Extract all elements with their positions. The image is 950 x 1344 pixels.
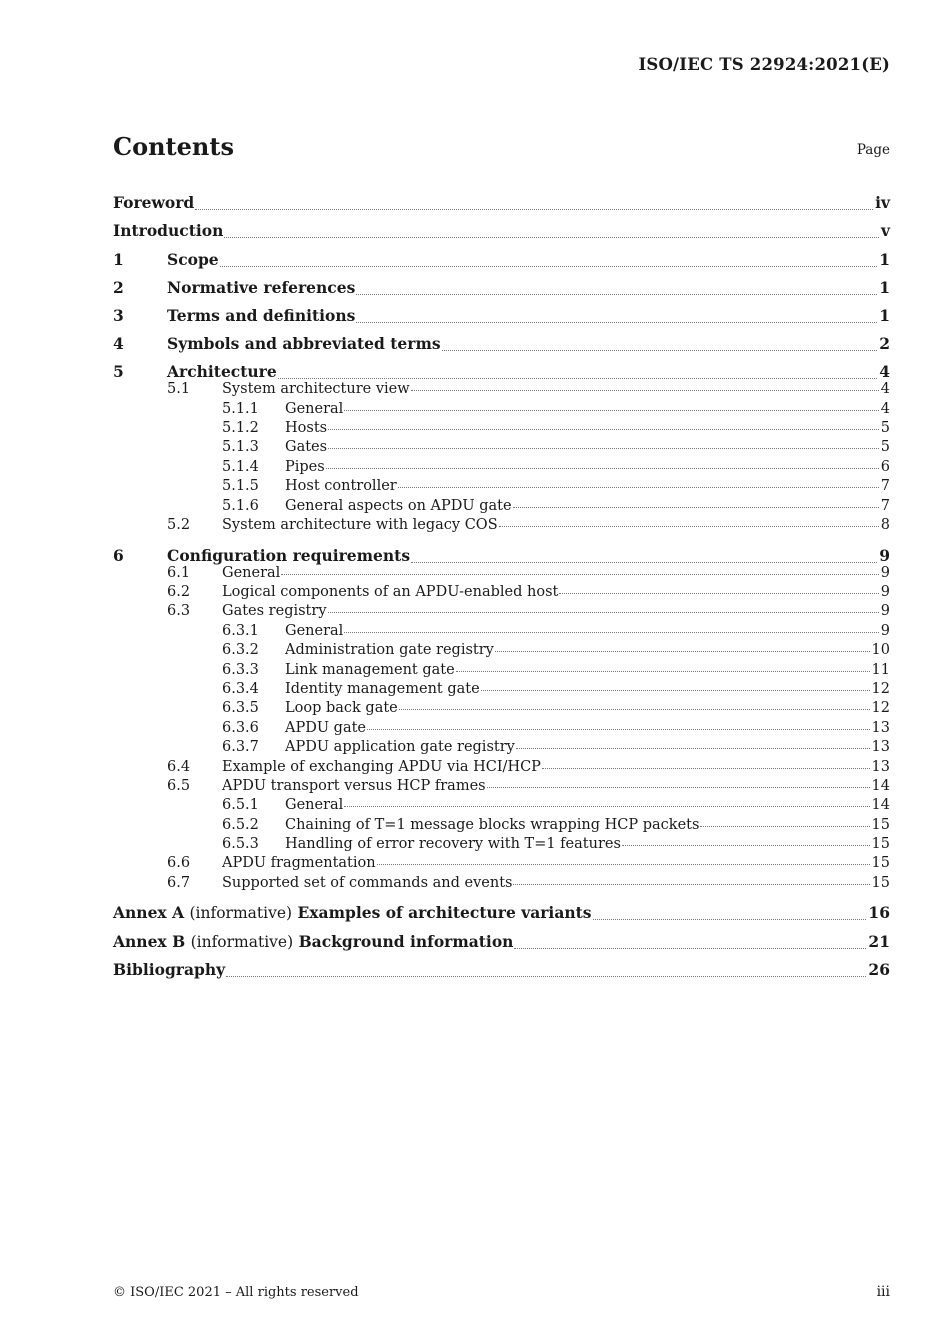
- toc-entry-page: 14: [871, 797, 890, 814]
- toc-entry[interactable]: [113, 855, 890, 874]
- dot-leader: [226, 976, 866, 977]
- toc-entry[interactable]: [113, 565, 890, 584]
- toc-entry-title: Gates: [285, 439, 328, 456]
- toc-entry-title: General: [285, 622, 344, 639]
- document-id-header: ISO/IEC TS 22924:2021(E): [638, 55, 890, 74]
- toc-entry-number: 5.1.6: [222, 497, 259, 514]
- toc-entry[interactable]: [113, 603, 890, 622]
- toc-entry[interactable]: [113, 759, 890, 778]
- dot-leader: [328, 429, 879, 430]
- toc-entry-title: APDU gate: [285, 719, 367, 736]
- toc-entry-page: 1: [879, 277, 890, 297]
- toc-entry-title: General aspects on APDU gate: [285, 497, 512, 514]
- toc-entry-page: 2: [879, 334, 890, 354]
- dot-leader: [513, 507, 879, 508]
- toc-entry[interactable]: [113, 269, 890, 297]
- toc-entry-title: Identity management gate: [285, 680, 480, 697]
- toc-entry[interactable]: [113, 951, 890, 979]
- toc-entry-title: Gates registry: [222, 603, 327, 620]
- toc-entry-title: APDU application gate registry: [285, 739, 515, 756]
- toc-entry-title: System architecture with legacy COS: [222, 517, 498, 534]
- dot-leader: [377, 864, 870, 865]
- toc-entry-title: Bibliography: [113, 959, 226, 979]
- toc-entry-page: 14: [871, 777, 890, 794]
- toc-entry-number: 6.3.5: [222, 700, 259, 717]
- toc-entry-number: 6.3.7: [222, 739, 259, 756]
- toc-entry-page: 7: [880, 497, 890, 514]
- toc-entry-number: 5.2: [167, 517, 191, 534]
- toc-entry-number: 6.5.1: [222, 797, 259, 814]
- toc-entry[interactable]: [113, 478, 890, 497]
- toc-entry-number: 6.3.6: [222, 719, 259, 736]
- dot-leader: [326, 468, 879, 469]
- dot-leader: [516, 748, 870, 749]
- toc-entry-number: 6.5: [167, 777, 191, 794]
- toc-entry-number: 5.1: [167, 381, 191, 398]
- toc-entry[interactable]: [113, 642, 890, 661]
- toc-entry-page: 4: [880, 400, 890, 417]
- toc-entry-title: APDU transport versus HCP frames: [222, 777, 486, 794]
- toc-entry-page: 1: [879, 305, 890, 325]
- toc-entry[interactable]: [113, 720, 890, 739]
- toc-entry-title: General: [222, 564, 281, 581]
- toc-entry-page: 15: [871, 855, 890, 872]
- toc-entry[interactable]: [113, 212, 890, 240]
- annex-title: Examples of architecture variants: [297, 903, 592, 923]
- annex-label: Annex B: [113, 931, 186, 951]
- toc-entry-title: Configuration requirements: [167, 545, 411, 565]
- toc-entry-page: 10: [871, 642, 890, 659]
- dot-leader: [456, 671, 870, 672]
- dot-leader: [344, 632, 878, 633]
- toc-entry-number: 2: [113, 277, 124, 297]
- toc-entry-page: 13: [871, 719, 890, 736]
- toc-entry-title: Introduction: [113, 221, 224, 241]
- dot-leader: [499, 526, 879, 527]
- dot-leader: [559, 593, 878, 594]
- dot-leader: [356, 322, 877, 323]
- toc-entry-page: 9: [880, 584, 890, 601]
- annex-label: Annex A: [113, 903, 185, 923]
- dot-leader: [195, 209, 873, 210]
- toc-entry[interactable]: [113, 420, 890, 439]
- page-title: Contents: [113, 132, 234, 161]
- dot-leader: [481, 690, 870, 691]
- toc-entry[interactable]: [113, 536, 890, 564]
- toc-entry-page: 1: [879, 249, 890, 269]
- toc-entry[interactable]: [113, 739, 890, 758]
- toc-entry-page: 4: [879, 362, 890, 382]
- toc-entry[interactable]: [113, 623, 890, 642]
- toc-entry[interactable]: [113, 584, 890, 603]
- page-number-footer: iii: [876, 1284, 890, 1300]
- toc-entry-page: 15: [871, 816, 890, 833]
- dot-leader: [344, 410, 878, 411]
- toc-entry-page: 5: [880, 439, 890, 456]
- toc-entry-title: Terms and definitions: [167, 305, 356, 325]
- toc-entry-title: [113, 903, 592, 922]
- toc-entry-number: 6.1: [167, 564, 191, 581]
- toc-entry-title: Handling of error recovery with T=1 features: [285, 836, 621, 853]
- toc-entry[interactable]: [113, 875, 890, 894]
- toc-entry[interactable]: [113, 922, 890, 950]
- dot-leader: [700, 826, 869, 827]
- toc-entry-title: General: [285, 400, 344, 417]
- toc-entry-title: Link management gate: [285, 661, 455, 678]
- toc-entry-page: 9: [879, 545, 890, 565]
- toc-entry-number: 6.5.2: [222, 816, 259, 833]
- toc-entry-number: 4: [113, 334, 124, 354]
- toc-entry[interactable]: [113, 401, 890, 420]
- toc-entry-page: 13: [871, 739, 890, 756]
- dot-leader: [281, 574, 878, 575]
- dot-leader: [328, 612, 879, 613]
- toc-entry-title: Pipes: [285, 458, 325, 475]
- dot-leader: [495, 651, 870, 652]
- toc-entry-page: 9: [880, 603, 890, 620]
- dot-leader: [278, 378, 877, 379]
- toc-entry-number: 3: [113, 305, 124, 325]
- toc-entry-page: 13: [871, 758, 890, 775]
- toc-entry-page: 21: [868, 931, 890, 951]
- toc-entry-page: 9: [880, 564, 890, 581]
- toc-entry-page: 26: [868, 959, 890, 979]
- toc-entry[interactable]: [113, 353, 890, 381]
- toc-entry-number: 6.7: [167, 874, 191, 891]
- toc-entry-title: System architecture view: [222, 381, 410, 398]
- toc-entry-title: Supported set of commands and events: [222, 874, 513, 891]
- toc-entry-page: 12: [871, 680, 890, 697]
- toc-entry-page: 8: [880, 517, 890, 534]
- toc-entry-page: 15: [871, 874, 890, 891]
- toc-entry-title: APDU fragmentation: [222, 855, 376, 872]
- toc-entry[interactable]: [113, 459, 890, 478]
- toc-entry-number: 5.1.5: [222, 478, 259, 495]
- annex-qualifier: (informative): [190, 932, 294, 951]
- toc-entry[interactable]: [113, 498, 890, 517]
- toc-entry[interactable]: [113, 240, 890, 268]
- dot-leader: [224, 237, 879, 238]
- dot-leader: [399, 709, 870, 710]
- toc-entry[interactable]: [113, 662, 890, 681]
- toc-entry[interactable]: [113, 184, 890, 212]
- toc-entry-number: 6.3.1: [222, 622, 259, 639]
- toc-entry-title: Normative references: [167, 277, 356, 297]
- toc-entry[interactable]: [113, 797, 890, 816]
- toc-entry-number: 6.6: [167, 855, 191, 872]
- dot-leader: [593, 919, 867, 920]
- toc-entry-page: iv: [875, 193, 890, 213]
- annex-qualifier: (informative): [189, 904, 293, 923]
- toc-entry-number: 6.2: [167, 584, 191, 601]
- dot-leader: [487, 787, 870, 788]
- page-column-label: Page: [856, 142, 890, 158]
- toc-entry[interactable]: [113, 681, 890, 700]
- toc-entry-title: General: [285, 797, 344, 814]
- toc-entry-title: Hosts: [285, 420, 328, 437]
- dot-leader: [328, 448, 879, 449]
- toc-entry[interactable]: [113, 778, 890, 797]
- toc-entry[interactable]: [113, 700, 890, 719]
- toc-entry-number: 6.3: [167, 603, 191, 620]
- dot-leader: [514, 948, 866, 949]
- dot-leader: [398, 487, 879, 488]
- toc-entry-title: Symbols and abbreviated terms: [167, 334, 441, 354]
- toc-entry-number: 5: [113, 362, 124, 382]
- dot-leader: [411, 562, 877, 563]
- dot-leader: [622, 845, 870, 846]
- toc-entry[interactable]: [113, 439, 890, 458]
- toc-entry-title: Foreword: [113, 193, 195, 213]
- dot-leader: [220, 266, 878, 267]
- toc-entry[interactable]: [113, 894, 890, 922]
- toc-entry-number: 6.3.2: [222, 642, 259, 659]
- toc-entry-page: 15: [871, 836, 890, 853]
- toc-entry-title: Scope: [167, 249, 219, 269]
- toc-entry-number: 6.4: [167, 758, 191, 775]
- dot-leader: [344, 806, 869, 807]
- toc-entry-title: Chaining of T=1 message blocks wrapping HCP packets: [285, 816, 700, 833]
- toc-entry[interactable]: [113, 325, 890, 353]
- toc-entry-number: 1: [113, 249, 124, 269]
- toc-entry-title: Host controller: [285, 478, 397, 495]
- toc-entry-title: [113, 932, 513, 951]
- dot-leader: [356, 294, 877, 295]
- toc-entry[interactable]: [113, 297, 890, 325]
- toc-entry-page: 11: [871, 661, 890, 678]
- toc-entry-title: Architecture: [167, 362, 277, 382]
- toc-entry-number: 5.1.3: [222, 439, 259, 456]
- toc-entry-page: 5: [880, 420, 890, 437]
- toc-entry[interactable]: [113, 381, 890, 400]
- toc-entry-number: 6: [113, 545, 124, 565]
- toc-entry-page: 12: [871, 700, 890, 717]
- toc-entry-page: 4: [880, 381, 890, 398]
- toc-entry-number: 6.5.3: [222, 836, 259, 853]
- toc-entry-number: 6.3.3: [222, 661, 259, 678]
- toc-entry-number: 5.1.4: [222, 458, 259, 475]
- toc-entry-number: 5.1.1: [222, 400, 259, 417]
- toc-entry[interactable]: [113, 517, 890, 536]
- dot-leader: [367, 729, 870, 730]
- toc-entry-page: 9: [880, 622, 890, 639]
- toc-entry-page: 6: [880, 458, 890, 475]
- toc-entry-title: Administration gate registry: [285, 642, 494, 659]
- toc-entry-title: Logical components of an APDU-enabled host: [222, 584, 559, 601]
- dot-leader: [513, 884, 869, 885]
- toc-entry-number: 5.1.2: [222, 420, 259, 437]
- dot-leader: [411, 390, 879, 391]
- toc-entry-page: v: [880, 221, 890, 241]
- toc-entry[interactable]: [113, 836, 890, 855]
- dot-leader: [442, 350, 878, 351]
- toc-entry-number: 6.3.4: [222, 680, 259, 697]
- toc-entry-title: Loop back gate: [285, 700, 398, 717]
- copyright-footer: © ISO/IEC 2021 – All rights reserved: [113, 1285, 359, 1300]
- toc-entry[interactable]: [113, 817, 890, 836]
- table-of-contents: [113, 184, 890, 979]
- annex-title: Background information: [298, 931, 514, 951]
- toc-entry-page: 7: [880, 478, 890, 495]
- toc-entry-page: 16: [868, 903, 890, 923]
- dot-leader: [542, 768, 870, 769]
- toc-entry-title: Example of exchanging APDU via HCI/HCP: [222, 758, 541, 775]
